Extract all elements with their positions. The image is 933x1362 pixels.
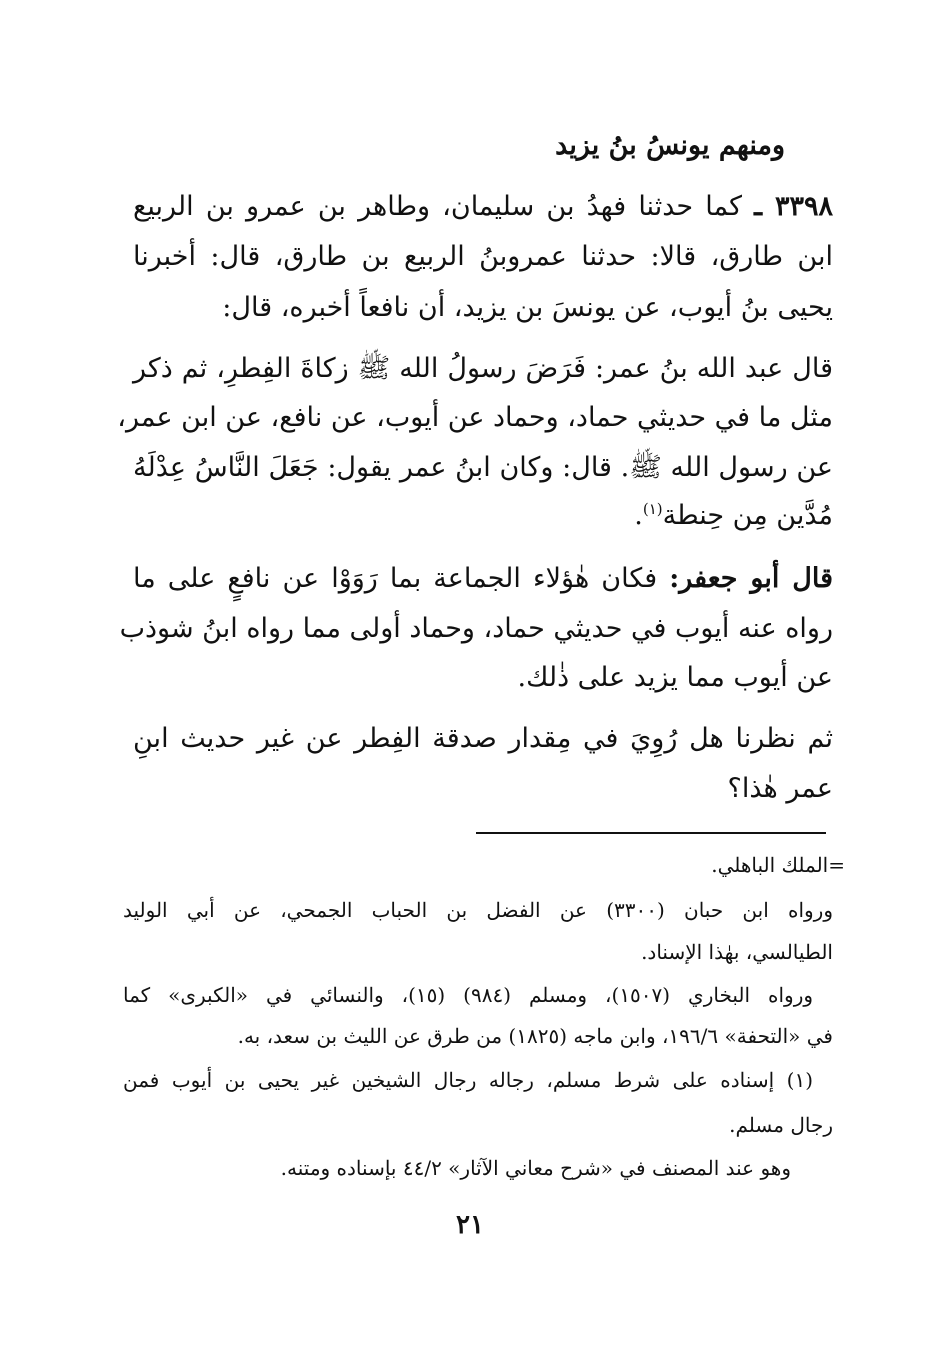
para3-line-2: رواه عنه أيوب في حديثي حماد، وحماد أولى مما رواه ابنُ شوذب	[119, 613, 833, 644]
footnote-marker: (١)	[642, 500, 663, 518]
footnote-ibn-hibban-line-1: ورواه ابن حبان (٣٣٠٠) عن الفضل بن الحباب الجمحي، عن أبي الوليد	[123, 898, 833, 922]
footnote-continuation: =الملك الباهلي.	[711, 853, 845, 877]
para2-line-2: مثل ما في حديثي حماد، وحماد عن أيوب، عن نافع، عن ابن عمر،	[117, 402, 833, 433]
para2-line-3: عن رسول الله ﷺ. قال: وكان ابنُ عمر يقول: جَعَلَ النَّاسُ عِدْلَهُ	[133, 452, 833, 483]
para2-line-4-text: مُدَّين مِن حِنطة	[662, 500, 833, 531]
para2-line-4-end: .	[634, 500, 643, 531]
para3-line-1	[133, 565, 833, 592]
footnote-1-line-2: رجال مسلم.	[729, 1113, 833, 1137]
footnote-1-line-3: وهو عند المصنف في «شرح معاني الآثار» ٤٤/٢ بإسناده ومتنه.	[280, 1156, 791, 1180]
footnote-bukhari-line-1: ورواه البخاري (١٥٠٧)، ومسلم (٩٨٤) (١٥)، والنسائي في «الكبرى» كما	[123, 983, 814, 1007]
para2-line-4	[634, 502, 833, 529]
page-number: ٢١	[456, 1210, 484, 1240]
footnote-separator	[476, 832, 826, 834]
para4-line-1: ثم نظرنا هل رُوِيَ في مِقدار صدقة الفِطر عن غير حديث ابنِ	[133, 723, 833, 754]
footnote-ibn-hibban-line-2: الطيالسي، بهٰذا الإسناد.	[641, 940, 833, 964]
hadith-line-3: يحيى بنُ أيوب، عن يونسَ بن يزيد، أن نافعاً أخبره، قال:	[222, 292, 833, 323]
speaker-label: قال أبو جعفر:	[669, 563, 833, 594]
footnote-1-line-1: (١) إسناده على شرط مسلم، رجاله رجال الشيخين غير يحيى بن أيوب فمن	[123, 1068, 813, 1092]
para3-text: فكان هٰؤلاء الجماعة بما رَوَوْا عن نافعٍ على ما	[133, 563, 658, 594]
hadith-line-2: ابن طارق، قالا: حدثنا عمروبنُ الربيع بن طارق، قال: أخبرنا	[133, 241, 833, 272]
hadith-text: كما حدثنا فهدُ بن سليمان، وطاهر بن عمرو بن الربيع	[133, 191, 742, 222]
para3-line-3: عن أيوب مما يزيد على ذٰلك.	[517, 662, 833, 693]
hadith-number: ٣٣٩٨ ـ	[754, 191, 833, 222]
footnote-bukhari-line-2: في «التحفة» ١٩٦/٦، وابن ماجه (١٨٢٥) من طرق عن الليث بن سعد، به.	[237, 1024, 833, 1048]
hadith-line-1	[133, 193, 833, 220]
para2-line-1: قال عبد الله بنُ عمر: فَرَضَ رسولُ الله ﷺ زكاةَ الفِطرِ، ثم ذكر	[133, 353, 833, 384]
para4-line-2: عمر هٰذا؟	[727, 773, 833, 804]
section-heading: ومنهم يونسُ بنُ يزيد	[555, 130, 785, 161]
